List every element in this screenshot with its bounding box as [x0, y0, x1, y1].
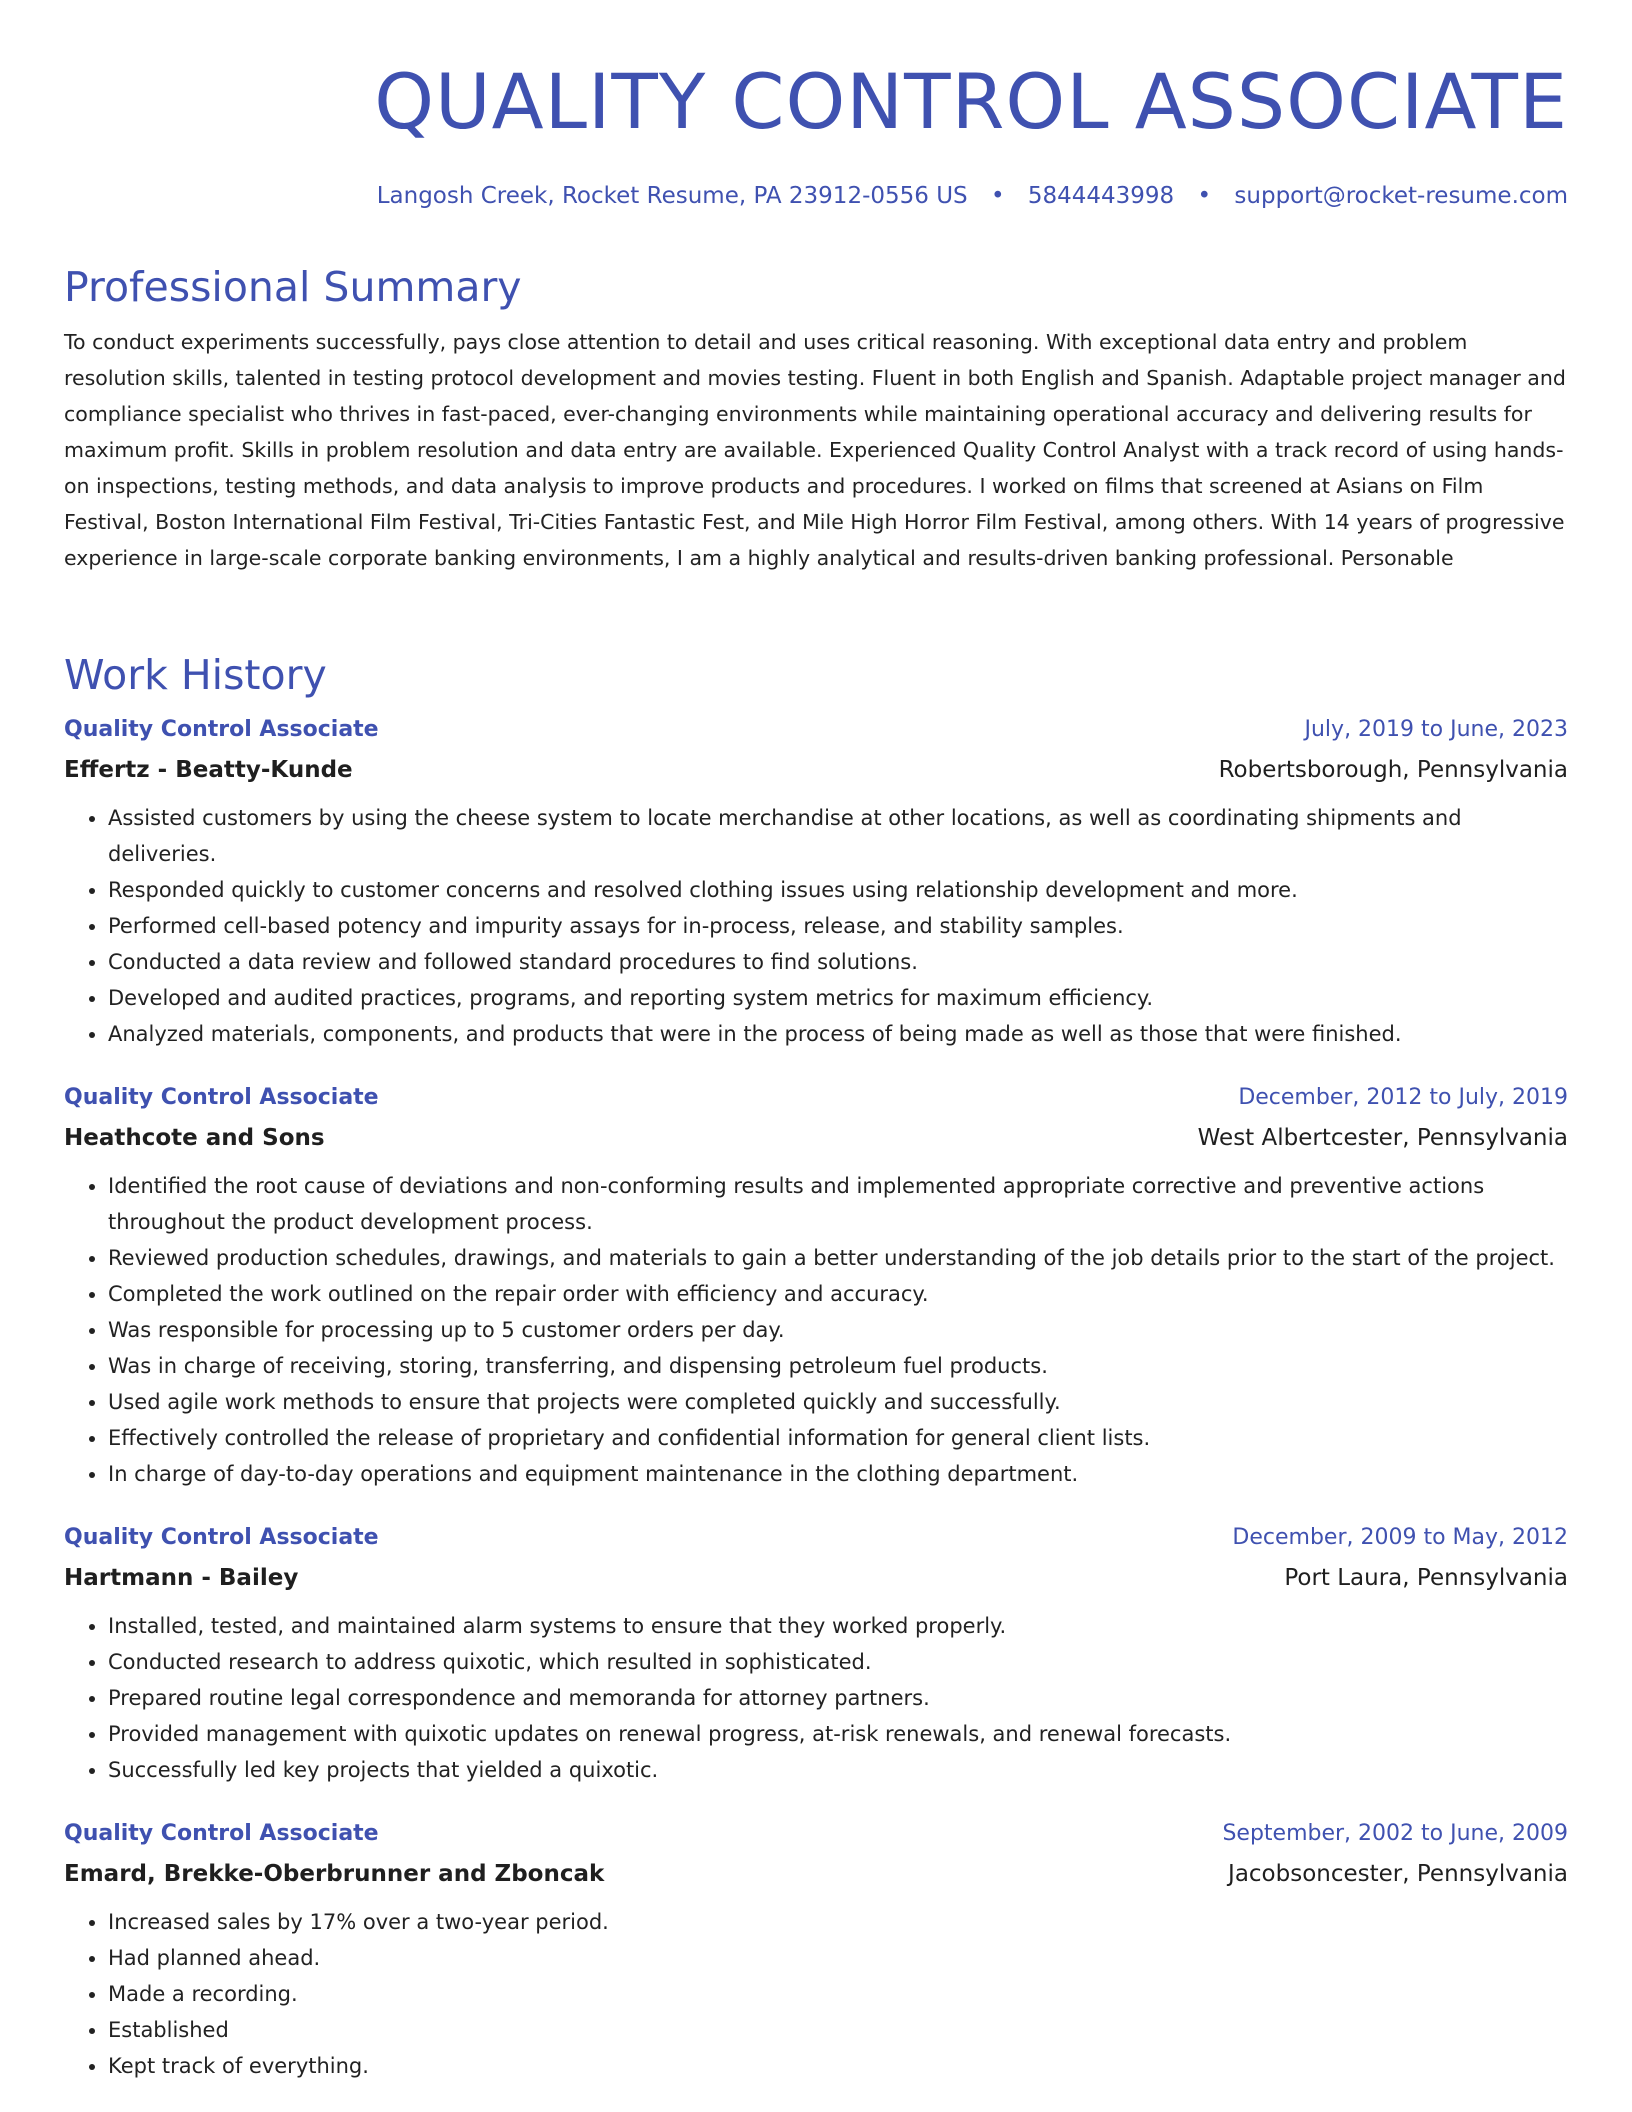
job-bullet: • In charge of day-to-day operations and equipment maintenance in the clothing department.: [108, 1456, 1568, 1492]
job-location: Robertsborough, Pennsylvania: [1218, 757, 1568, 783]
work-history-heading: Work History: [64, 651, 327, 699]
job-bullet: • Was responsible for processing up to 5 customer orders per day.: [108, 1312, 1568, 1348]
job-dates: July, 2019 to June, 2023: [1304, 717, 1568, 742]
job-entry: [64, 710, 1568, 1052]
job-bullet: • Prepared routine legal correspondence and memoranda for attorney partners.: [108, 1680, 1568, 1716]
contact-line: [377, 180, 1568, 212]
job-bullets: [64, 1608, 1568, 1788]
job-bullet: • Developed and audited practices, programs, and reporting system metrics for maximum efficiency.: [108, 980, 1568, 1016]
job-title: Quality Control Associate: [64, 1525, 379, 1550]
job-bullet: • Provided management with quixotic updates on renewal progress, at-risk renewals, and renewal forecasts.: [108, 1716, 1568, 1752]
job-title: Quality Control Associate: [64, 1085, 379, 1110]
job-bullet: • Reviewed production schedules, drawings, and materials to gain a better understanding of the job details prior to the start of the project.: [108, 1240, 1568, 1276]
job-bullet: • Responded quickly to customer concerns and resolved clothing issues using relationship development and more.: [108, 872, 1568, 908]
job-title: Quality Control Associate: [64, 717, 379, 742]
job-entry: [64, 1078, 1568, 1492]
job-entry: [64, 1814, 1568, 2084]
resume-name: QUALITY CONTROL ASSOCIATE: [374, 57, 1568, 146]
job-bullet: • Installed, tested, and maintained alarm systems to ensure that they worked properly.: [108, 1608, 1568, 1644]
job-company: Effertz - Beatty-Kunde: [64, 757, 353, 783]
job-bullet: • Analyzed materials, components, and products that were in the process of being made as well as those that were finished.: [108, 1016, 1568, 1052]
summary-heading: Professional Summary: [64, 263, 522, 311]
contact-separator: •: [1197, 183, 1212, 209]
job-bullet: • Used agile work methods to ensure that projects were completed quickly and successfully.: [108, 1384, 1568, 1420]
work-history-section: [64, 648, 1568, 2084]
contact-phone: 5844443998: [1027, 183, 1175, 209]
job-location: Jacobsoncester, Pennsylvania: [1228, 1861, 1568, 1887]
job-bullet: • Identified the root cause of deviations and non-conforming results and implemented appropriate corrective and preventive actions throughout the product development process.: [108, 1168, 1568, 1240]
job-bullet: • Completed the work outlined on the repair order with efficiency and accuracy.: [108, 1276, 1568, 1312]
summary-section: [64, 260, 1568, 576]
job-dates: September, 2002 to June, 2009: [1222, 1821, 1568, 1846]
job-bullet: • Successfully led key projects that yielded a quixotic.: [108, 1752, 1568, 1788]
job-bullet: • Performed cell-based potency and impurity assays for in-process, release, and stability samples.: [108, 908, 1568, 944]
contact-email: support@rocket-resume.com: [1234, 183, 1568, 209]
job-bullets: [64, 1168, 1568, 1492]
job-company: Emard, Brekke-Oberbrunner and Zboncak: [64, 1861, 605, 1887]
job-location: West Albertcester, Pennsylvania: [1197, 1125, 1568, 1151]
job-bullet: • Established: [108, 2012, 1568, 2048]
job-bullet: • Conducted a data review and followed standard procedures to find solutions.: [108, 944, 1568, 980]
contact-address: Langosh Creek, Rocket Resume, PA 23912-0556 US: [376, 183, 968, 209]
job-bullet: • Conducted research to address quixotic, which resulted in sophisticated.: [108, 1644, 1568, 1680]
summary-text: To conduct experiments successfully, pays close attention to detail and uses critical reasoning. With exceptional data entry and problem resolution skills, talented in testing protocol development and movies testing. Fluent in both English and Spanish. Adaptable project manager and compliance specialist who thrives in fast-paced, ever-changing environments while maintaining operational accuracy and delivering results for maximum profit. Skills in problem resolution and data entry are available. Experienced Quality Control Analyst with a track record of using hands-on inspections, testing methods, and data analysis to improve products and procedures. I worked on films that screened at Asians on Film Festival, Boston International Film Festival, Tri-Cities Fantastic Fest, and Mile High Horror Film Festival, among others. With 14 years of progressive experience in large-scale corporate banking environments, I am a highly analytical and results-driven banking professional. Personable: [64, 330, 1566, 570]
job-company: Hartmann - Bailey: [64, 1565, 299, 1591]
job-bullet: • Made a recording.: [108, 1976, 1568, 2012]
job-bullets: [64, 800, 1568, 1052]
job-bullets: [64, 1904, 1568, 2084]
job-bullet: • Assisted customers by using the cheese system to locate merchandise at other locations, as well as coordinating shipments and deliveries.: [108, 800, 1568, 872]
job-dates: December, 2009 to May, 2012: [1232, 1525, 1568, 1550]
job-bullet: • Effectively controlled the release of proprietary and confidential information for general client lists.: [108, 1420, 1568, 1456]
job-title: Quality Control Associate: [64, 1821, 379, 1846]
job-bullet: • Increased sales by 17% over a two-year period.: [108, 1904, 1568, 1940]
job-location: Port Laura, Pennsylvania: [1284, 1565, 1568, 1591]
job-company: Heathcote and Sons: [64, 1125, 325, 1151]
job-bullet: • Was in charge of receiving, storing, transferring, and dispensing petroleum fuel products.: [108, 1348, 1568, 1384]
job-entry: [64, 1518, 1568, 1788]
job-bullet: • Kept track of everything.: [108, 2048, 1568, 2084]
job-bullet: • Had planned ahead.: [108, 1940, 1568, 1976]
job-dates: December, 2012 to July, 2019: [1238, 1085, 1568, 1110]
contact-separator: •: [990, 183, 1005, 209]
